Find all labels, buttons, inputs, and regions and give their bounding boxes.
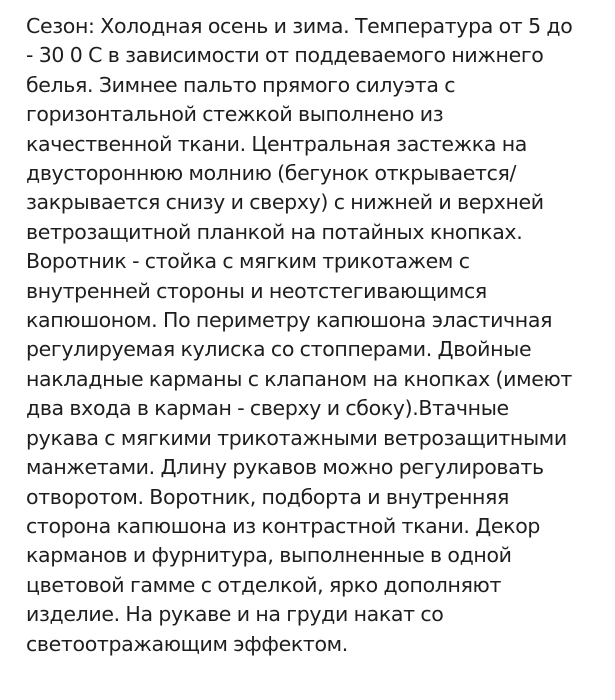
description-line: - 30 0 С в зависимости от поддеваемого нижнего [26,43,544,68]
description-line: цветовой гамме с отделкой, ярко дополняют [26,572,502,597]
description-line: регулируемая кулиска со стопперами. Двойные [26,337,532,362]
product-description [26,12,606,659]
description-line: ветрозащитной планкой на потайных кнопках. [26,219,523,244]
description-line: отворотом. Воротник, подборта и внутренняя [26,484,510,509]
description-line: качественной ткани. Центральная застежка на [26,131,527,156]
description-line: капюшоном. По периметру капюшона эластичная [26,308,553,333]
description-line: светоотражающим эффектом. [26,631,348,656]
description-line: накладные карманы с клапаном на кнопках (имеют [26,366,573,391]
description-line: сторона капюшона из контрастной ткани. Декор [26,513,541,538]
description-line: рукава с мягкими трикотажными ветрозащитными [26,425,567,450]
description-line: изделие. На рукаве и на груди накат со [26,602,444,627]
description-line: карманов и фурнитура, выполненные в одной [26,543,512,568]
description-line: манжетами. Длину рукавов можно регулировать [26,455,544,480]
description-line: два входа в карман - сверху и сбоку).Втачные [26,396,509,421]
description-line: внутренней стороны и неотстегивающимся [26,278,487,303]
description-line: двустороннюю молнию (бегунок открывается/ [26,161,517,186]
description-line: Сезон: Холодная осень и зима. Температура от 5 до [26,14,573,38]
description-line: закрывается снизу и сверху) с нижней и верхней [26,190,544,215]
description-line: горизонтальной стежкой выполнено из [26,102,444,127]
description-line: Воротник - стойка с мягким трикотажем с [26,249,470,274]
description-line: белья. Зимнее пальто прямого силуэта с [26,72,456,97]
